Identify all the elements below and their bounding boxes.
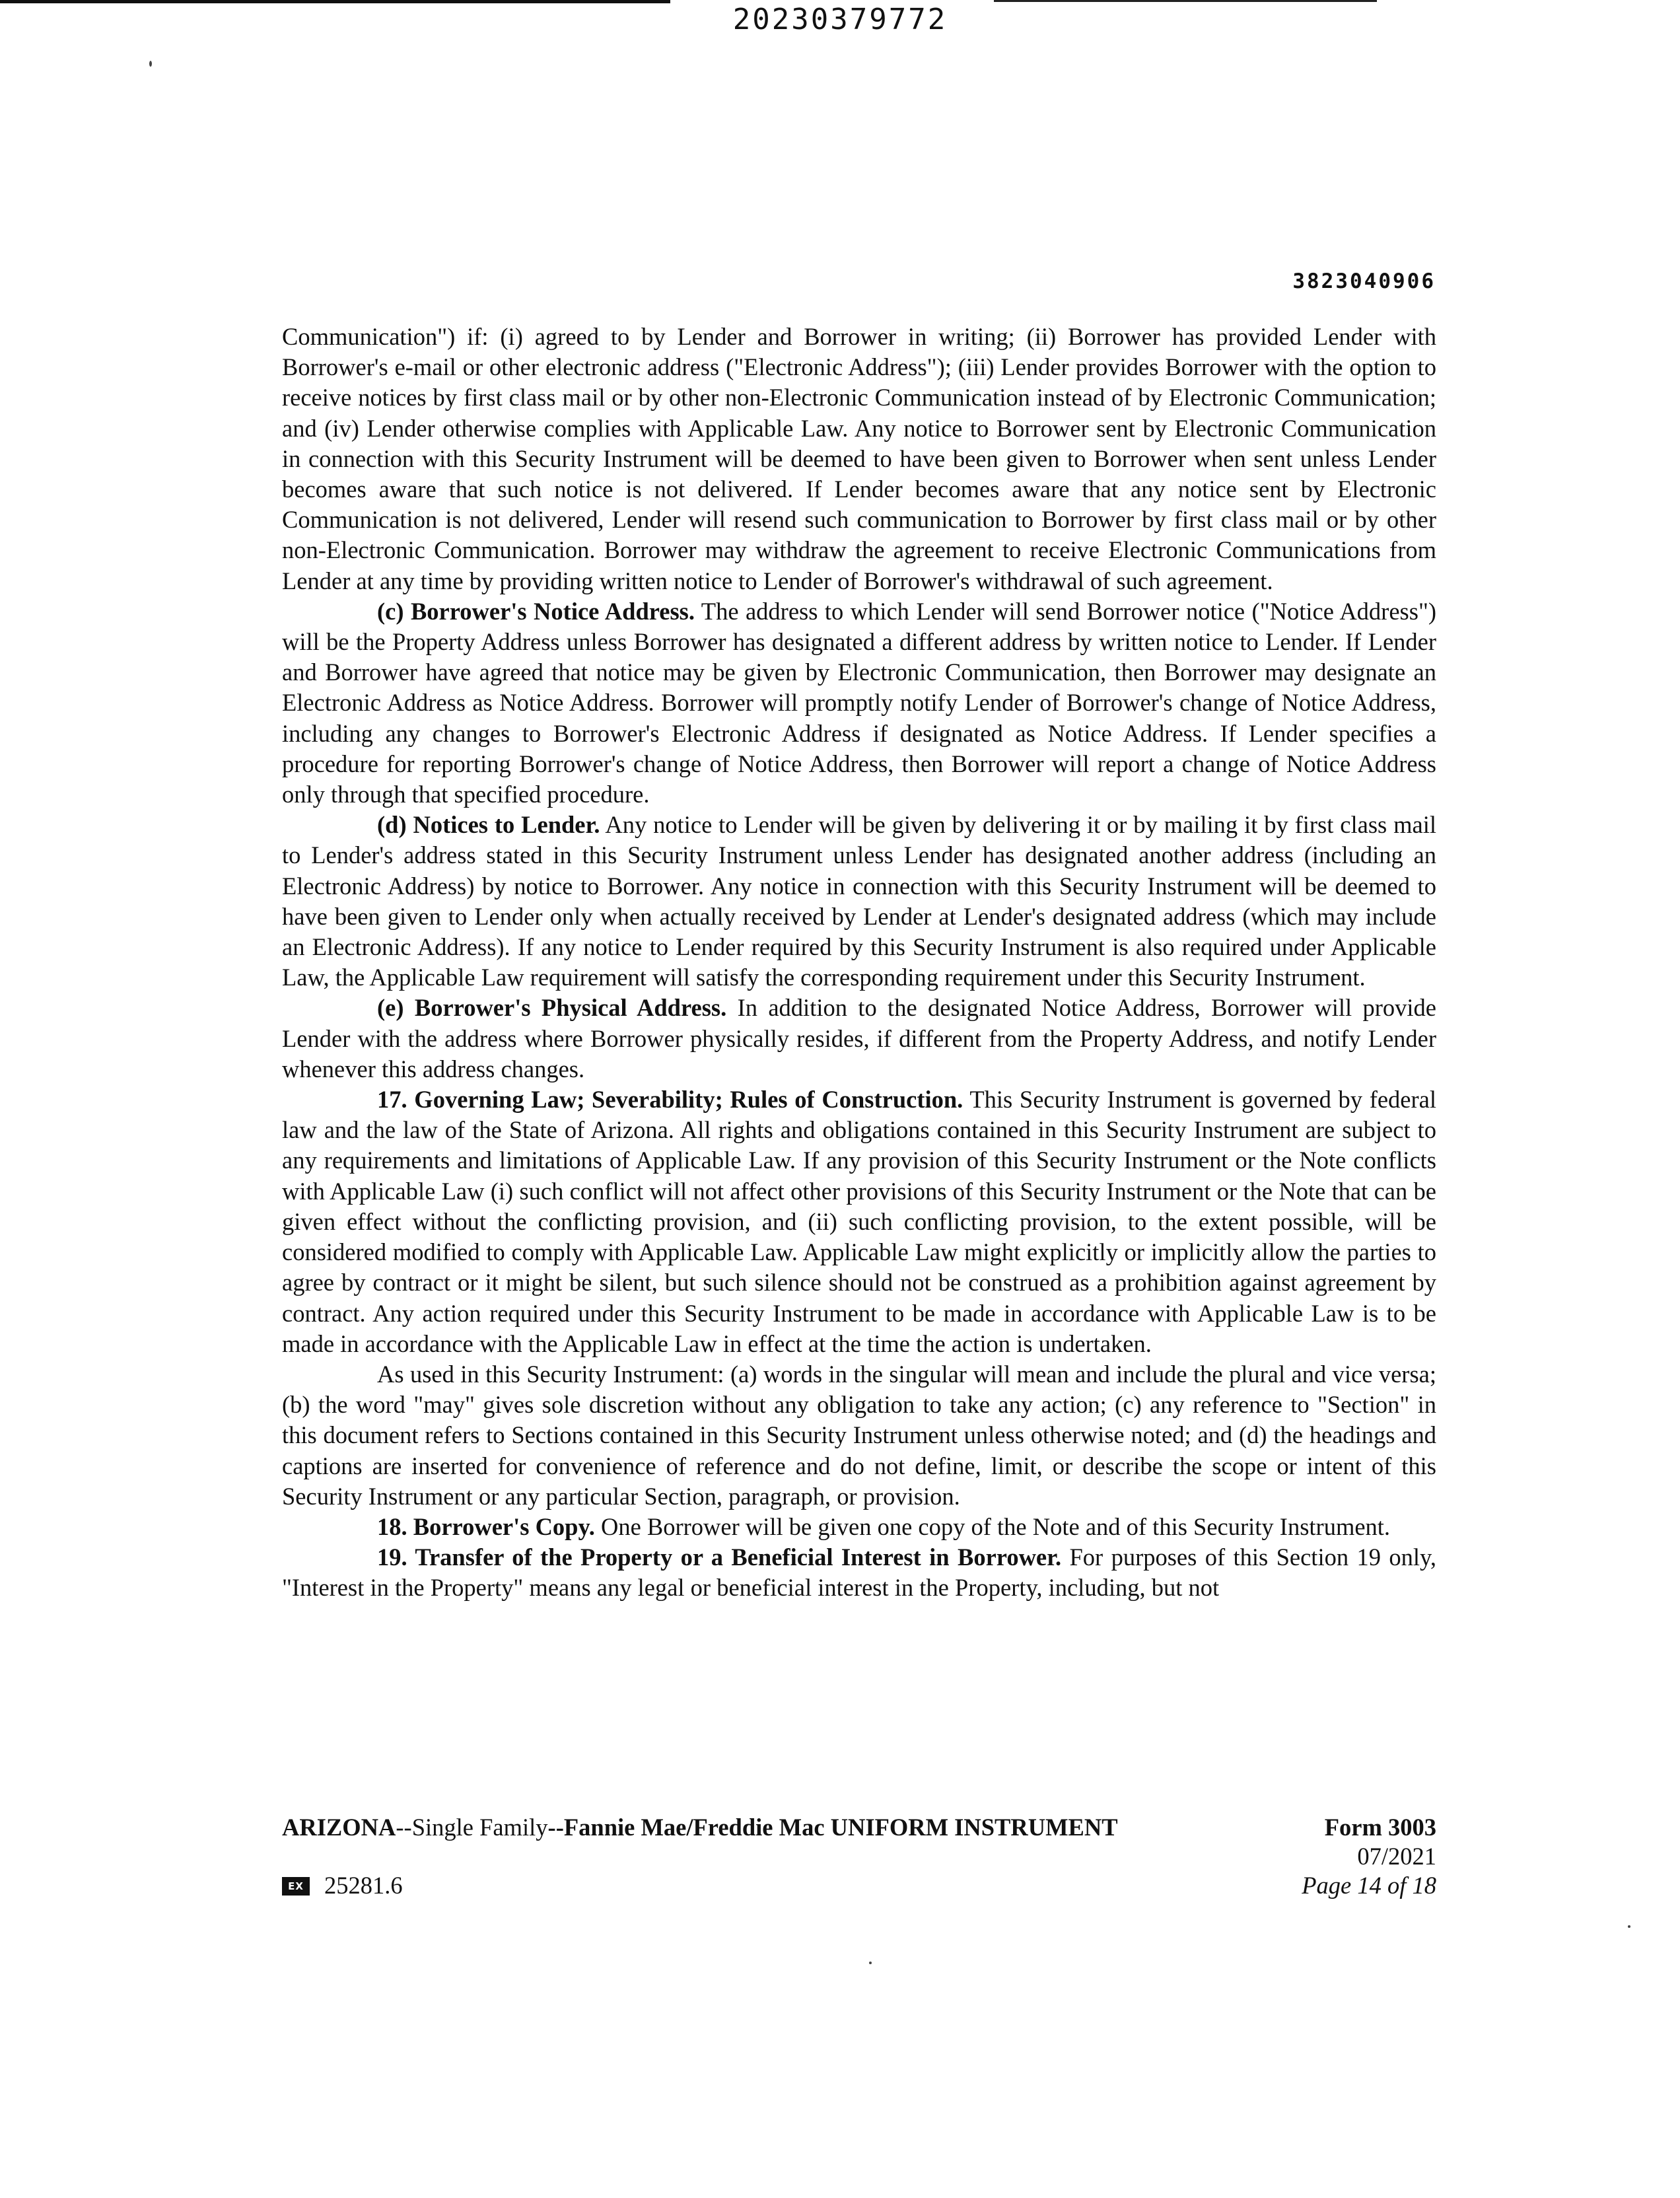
page-number: Page 14 of 18 [1302, 1872, 1436, 1899]
paragraph-heading: (e) Borrower's Physical Address. [377, 994, 727, 1022]
scan-speck [149, 61, 152, 67]
scan-top-edge-right [994, 0, 1377, 2]
form-date: 07/2021 [1357, 1843, 1436, 1870]
paragraph-heading: 19. Transfer of the Property or a Beneficial Interest in Borrower. [377, 1543, 1062, 1571]
paragraph-borrowers-copy: 18. Borrower's Copy. One Borrower will be given one copy of the Note and of this Security Instrument. [377, 1512, 1391, 1540]
paragraph-notice-address: (c) Borrower's Notice Address. The address to which Lender will send Borrower notice ("Notice Address") will be the Property Address unless Borrower has designated a different address by written notice to Lender. If Lender and Borrower have agreed that notice may be given by Electronic Communication, then Borrower may designate an Electronic Address as Notice Address. Borrower will promptly notify Lender of Borrower's change of Notice Address, including any changes to Borrower's Electronic Address if designated as Notice Address. If Lender specifies a procedure for reporting Borrower's change of Notice Address, then Borrower will report a change of Notice Address only through that specified procedure. [282, 597, 1436, 808]
form-number: Form 3003 [1324, 1814, 1436, 1841]
paragraph-heading: 17. Governing Law; Severability; Rules of Construction. [377, 1086, 963, 1114]
paragraph-physical-address: (e) Borrower's Physical Address. In addition to the designated Notice Address, Borrower will provide Lender with the address where Borrower physically resides, if different from the Property Address, and notify Lender whenever this address changes. [282, 994, 1436, 1082]
scan-speck [869, 1962, 872, 1964]
paragraph-heading: 18. Borrower's Copy. [377, 1512, 595, 1540]
paragraph-governing-law: 17. Governing Law; Severability; Rules of Construction. This Security Instrument is governed by federal law and the law of the State of Arizona. All rights and obligations contained in this Security Instrument are subject to any requirements and limitations of Applicable Law. If any provision of this Security Instrument or the Note conflicts with Applicable Law (i) such conflict will not affect other provisions of this Security Instrument or the Note that can be given effect without the conflicting provision, and (ii) such conflicting provision, to the extent possible, will be considered modified to comply with Applicable Law. Applicable Law might explicitly or implicitly allow the parties to agree by contract or it might be silent, but such silence should not be construed as a prohibition against agreement by contract. Any action required under this Security Instrument to be made in accordance with Applicable Law is to be made in accordance with the Applicable Law in effect at the time the action is undertaken. [282, 1086, 1436, 1357]
document-body [282, 322, 1436, 1604]
loan-number: 3823040906 [1292, 269, 1436, 293]
scan-speck [1628, 1925, 1630, 1928]
footer-doc-code: EX 25281.6 [282, 1871, 403, 1900]
footer-form-info [1302, 1813, 1436, 1900]
paragraph-notices-to-lender: (d) Notices to Lender. Any notice to Lender will be given by delivering it or by mailing it by first class mail to Lender's address stated in this Security Instrument unless Lender has designated another address (including an Electronic Address) by notice to Borrower. Any notice in connection with this Security Instrument will be deemed to have been given to Lender only when actually received by Lender at Lender's designated address (which may include an Electronic Address). If any notice to Lender required by this Security Instrument is also required under Applicable Law, the Applicable Law requirement will satisfy the corresponding requirement under this Security Instrument. [282, 811, 1436, 991]
recording-number: 20230379772 [732, 3, 948, 36]
paragraph-continuation: Communication") if: (i) agreed to by Lender and Borrower in writing; (ii) Borrower has provided Lender with Borrower's e-mail or other electronic address ("Electronic Address"); (iii) Lender provides Borrower with the option to receive notices by first class mail or by other non-Electronic Communication instead of by Electronic Communication; and (iv) Lender otherwise complies with Applicable Law. Any notice to Borrower sent by Electronic Communication in connection with this Security Instrument will be deemed to have been given to Borrower when sent unless Lender becomes aware that such notice is not delivered. If Lender becomes aware that any notice sent by Electronic Communication is not delivered, Lender will resend such communication to Borrower by first class mail or by other non-Electronic Communication. Borrower may withdraw the agreement to receive Electronic Communications from Lender at any time by providing written notice to Lender of Borrower's withdrawal of such agreement. [282, 323, 1436, 594]
paragraph-transfer-of-property: 19. Transfer of the Property or a Beneficial Interest in Borrower. For purposes of this Section 19 only, "Interest in the Property" means any legal or beneficial interest in the Property, including, but not [282, 1543, 1436, 1602]
paragraph-heading: (d) Notices to Lender. [377, 811, 600, 839]
ex-logo-icon: EX [282, 1877, 310, 1896]
paragraph-heading: (c) Borrower's Notice Address. [377, 597, 695, 625]
paragraph-rules-of-construction: As used in this Security Instrument: (a) words in the singular will mean and include the plural and vice versa; (b) the word "may" gives sole discretion without any obligation to take any action; (c) any reference to "Section" in this document refers to Sections contained in this Security Instrument unless otherwise noted; and (d) the headings and captions are inserted for convenience of reference and do not define, limit, or describe the scope or intent of this Security Instrument or any particular Section, paragraph, or provision. [282, 1360, 1436, 1510]
footer-form-title: ARIZONA--Single Family--Fannie Mae/Freddie Mac UNIFORM INSTRUMENT [282, 1814, 1118, 1841]
